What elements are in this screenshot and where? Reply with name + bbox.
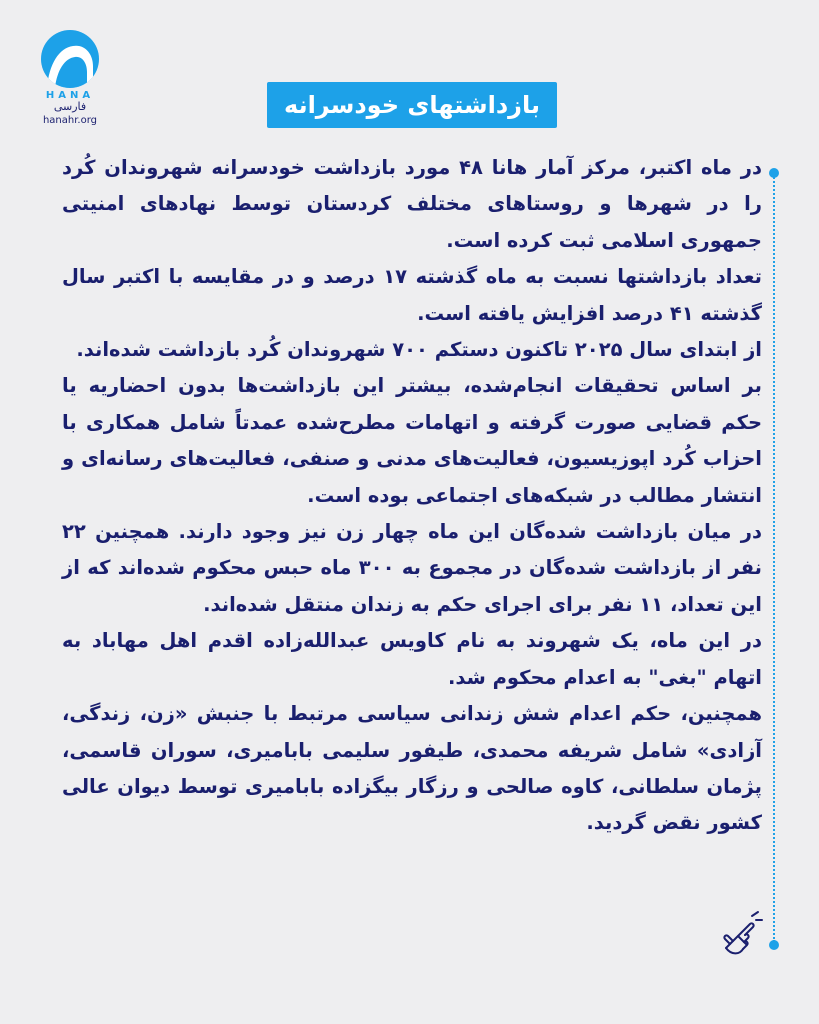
logo-name: HANA — [45, 90, 95, 101]
paragraph: از ابتدای سال ۲۰۲۵ تاکنون دستکم ۷۰۰ شهروندان کُرد بازداشت شده‌اند. — [76, 338, 762, 362]
pointing-hand-icon[interactable] — [716, 908, 764, 960]
paragraph: همچنین، حکم اعدام شش زندانی سیاسی مرتبط با جنبش «زن، زندگی، آزادی» شامل شریفه محمدی، طیفور سلیمی بابامیری، سوران قاسمی، پژمان سلطانی، کاوه صالحی و رزگار بیگزاده بابامیری توسط دیوان عالی کشور نقض گردید. — [62, 702, 762, 835]
hana-logo-icon — [41, 30, 99, 88]
paragraph: در میان بازداشت شده‌گان این ماه چهار زن نیز وجود دارند. همچنین ۲۲ نفر از بازداشت شده‌گان در مجموع به ۳۰۰ ماه حبس محکوم شده‌اند که از این تعداد، ۱۱ نفر برای اجرای حکم به زندان منتقل شده‌اند. — [62, 520, 763, 616]
hana-logo — [38, 30, 102, 126]
paragraph: در این ماه، یک شهروند به نام کاویس عبدالله‌زاده اقدم اهل مهاباد به اتهام "بغی" به اعدام محکوم شد. — [62, 629, 762, 689]
paragraph: در ماه اکتبر، مرکز آمار هانا ۴۸ مورد بازداشت خودسرانه شهروندان کُرد را در شهرها و روستاهای مختلف کردستان توسط نهادهای امنیتی جمهوری اسلامی ثبت کرده است. — [62, 156, 762, 252]
page-title: بازداشتهای خودسرانه — [267, 82, 557, 128]
paragraph: بر اساس تحقیقات انجام‌شده، بیشتر این بازداشت‌ها بدون احضاریه یا حکم قضایی صورت گرفته و اتهامات مطرح‌شده عمدتاً شامل همکاری با احزاب کُرد اپوزیسیون، فعالیت‌های مدنی و صنفی، فعالیت‌های رسانه‌ای و انتشار مطالب در شبکه‌های اجتماعی بوده است. — [62, 374, 762, 507]
logo-url: hanahr.org — [42, 115, 98, 126]
article-body — [62, 150, 762, 842]
divider-dot-bottom — [769, 940, 779, 950]
logo-subtitle: فارسی — [53, 100, 87, 113]
divider-dot-top — [769, 168, 779, 178]
paragraph: تعداد بازداشتها نسبت به ماه گذشته ۱۷ درصد و در مقایسه با اکتبر سال گذشته ۴۱ درصد افزایش یافته است. — [62, 265, 762, 325]
dotted-divider — [773, 174, 775, 942]
